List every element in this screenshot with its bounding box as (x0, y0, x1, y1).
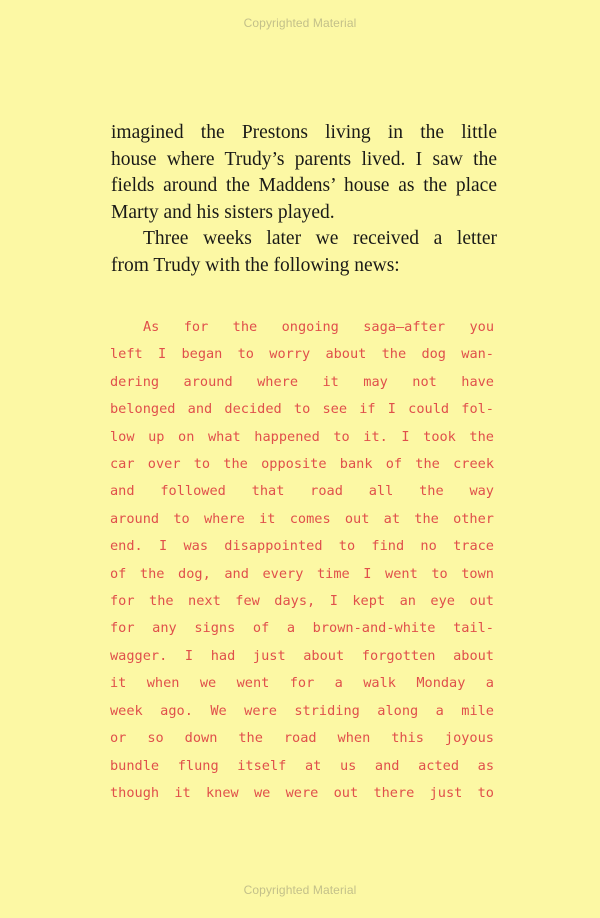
letter-line: car over to the opposite bank of the creek (110, 456, 494, 473)
letter-line: low up on what happened to it. I took the (110, 428, 494, 445)
narrative-text (111, 120, 497, 279)
letter-line: and followed that road all the way (110, 483, 494, 500)
letter-line: for any signs of a brown-and-white tail- (110, 620, 494, 637)
letter-line: dering around where it may not have (110, 373, 494, 390)
letter-line: As for the ongoing saga—after you (143, 319, 494, 335)
letter-line: or so down the road when this joyous (110, 730, 494, 747)
letter-line: for the next few days, I kept an eye out (110, 593, 494, 610)
letter-excerpt (110, 314, 494, 807)
text-line: fields around the Maddens’ house as the place (111, 175, 497, 196)
letter-line: of the dog, and every time I went to town (110, 565, 494, 582)
letter-line: around to where it comes out at the other (110, 510, 494, 527)
letter-line: left I began to worry about the dog wan- (110, 346, 494, 363)
text-line: imagined the Prestons living in the little (111, 122, 497, 143)
letter-line: it when we went for a walk Monday a (110, 675, 494, 692)
letter-line: belonged and decided to see if I could fol- (110, 401, 494, 418)
text-line: house where Trudy’s parents lived. I saw the (111, 148, 497, 170)
copyright-watermark-bottom: Copyrighted Material (243, 883, 357, 897)
letter-line: though it knew we were out there just to (110, 784, 494, 801)
paragraph-2 (111, 226, 497, 279)
text-line: from Trudy with the following news: (111, 254, 400, 276)
letter-line: end. I was disappointed to find no trace (110, 538, 494, 555)
copyright-watermark-top: Copyrighted Material (243, 16, 357, 30)
paragraph-1 (111, 120, 497, 226)
letter-line: bundle flung itself at us and acted as (110, 757, 494, 774)
letter-line: week ago. We were striding along a mile (110, 702, 494, 719)
text-line: Three weeks later we received a letter (143, 228, 497, 249)
letter-line: wagger. I had just about forgotten about (110, 647, 494, 664)
text-line: Marty and his sisters played. (111, 201, 335, 223)
